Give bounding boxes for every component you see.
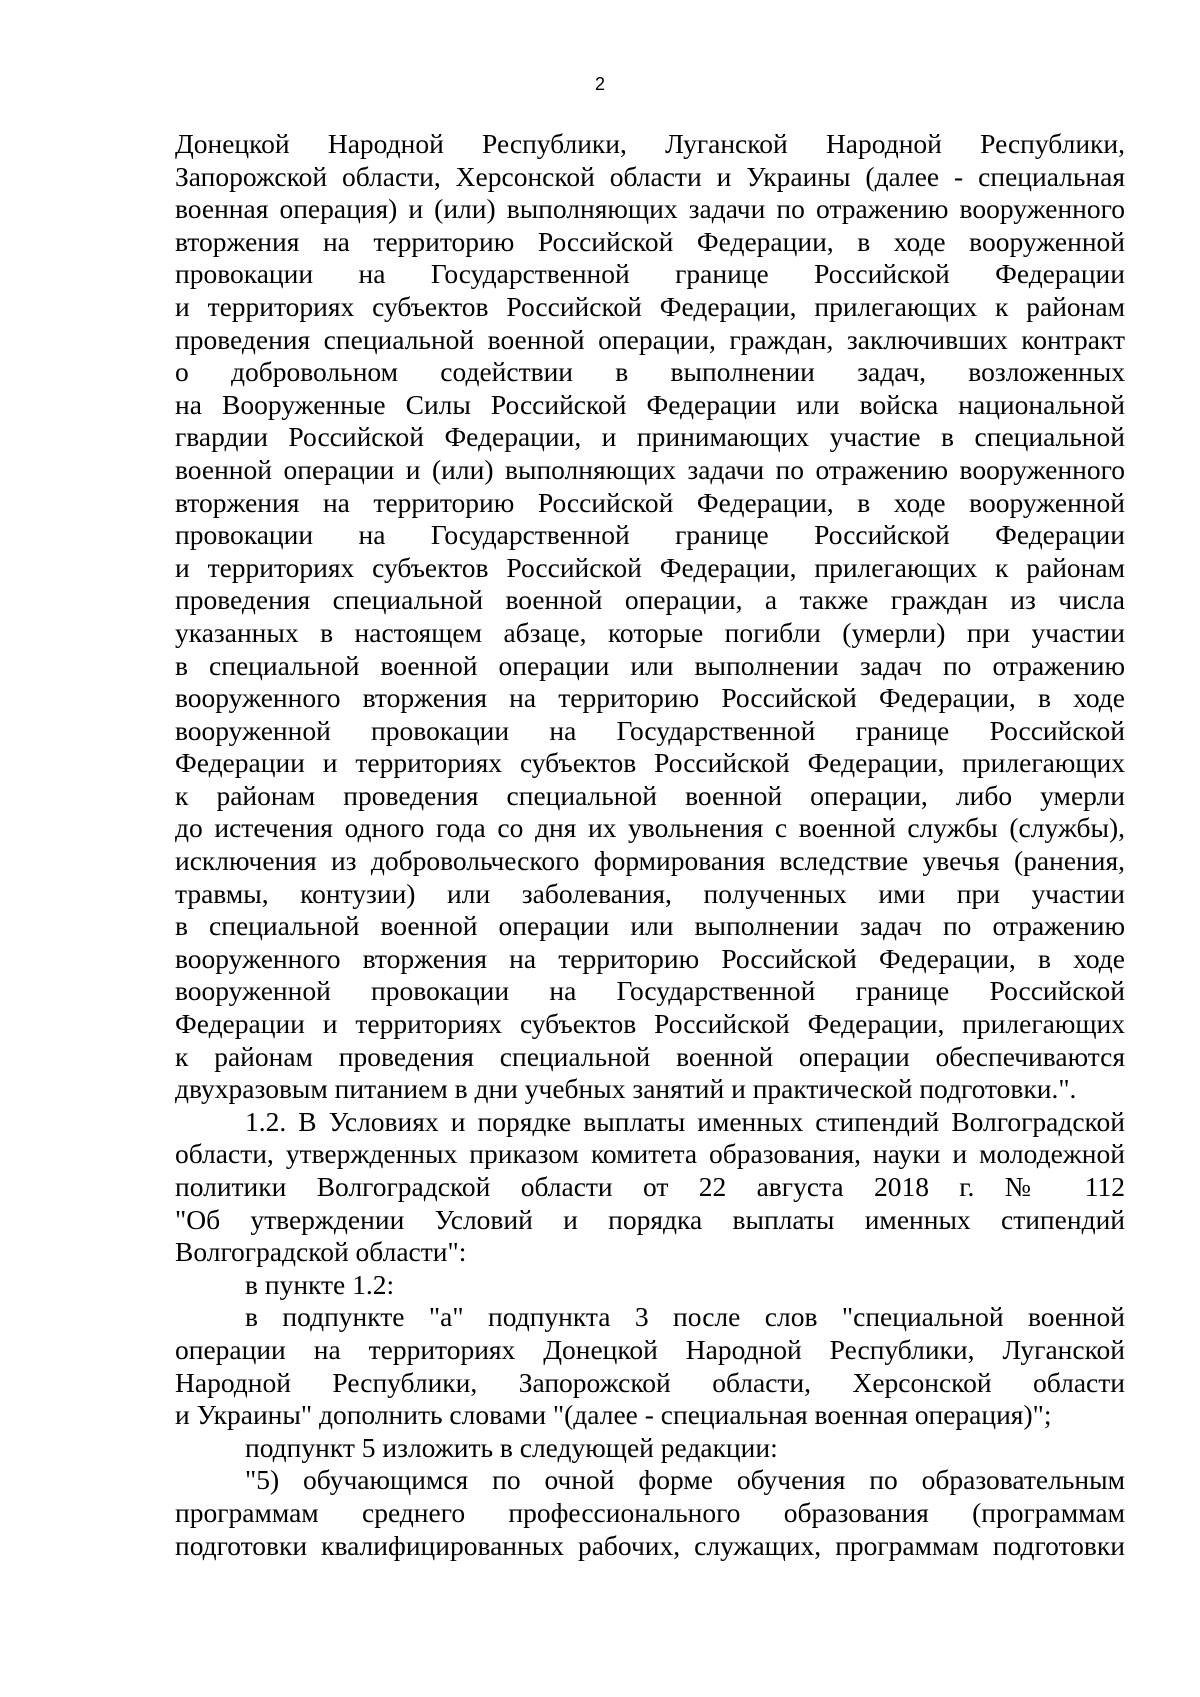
text-line: программам среднего профессионального образования (программам — [175, 1496, 1125, 1528]
text-line: провокации на Государственной границе Российской Федерации — [175, 519, 1125, 551]
text-line: военной операции и (или) выполняющих задачи по отражению вооруженного — [175, 453, 1125, 485]
text-line: в специальной военной операции или выполнении задач по отражению — [175, 910, 1125, 942]
page-number: 2 — [594, 74, 605, 94]
text-line: Федерации и территориях субъектов Российской Федерации, прилегающих — [175, 747, 1125, 779]
text-line: проведения специальной военной операции, а также граждан из числа — [175, 584, 1125, 616]
text-line: подготовки квалифицированных рабочих, служащих, программам подготовки — [175, 1529, 1125, 1561]
text-line: вторжения на территорию Российской Федерации, в ходе вооруженной — [175, 225, 1125, 257]
text-line: в подпункте "а" подпункта 3 после слов "специальной военной — [245, 1301, 1125, 1333]
text-line: области, утвержденных приказом комитета образования, науки и молодежной — [175, 1138, 1125, 1170]
text-line: 1.2. В Условиях и порядке выплаты именных стипендий Волгоградской — [245, 1105, 1125, 1137]
text-line: о добровольном содействии в выполнении задач, возложенных — [175, 356, 1125, 388]
text-line: "5) обучающимся по очной форме обучения по образовательным — [245, 1464, 1125, 1496]
text-line: и территориях субъектов Российской Федерации, прилегающих к районам — [175, 551, 1125, 583]
text-line: вооруженного вторжения на территорию Российской Федерации, в ходе — [175, 942, 1125, 974]
body-text — [175, 128, 1125, 1562]
text-line: подпункт 5 изложить в следующей редакции: — [245, 1431, 778, 1463]
text-line: Донецкой Народной Республики, Луганской Народной Республики, — [175, 128, 1125, 159]
text-line: операции на территориях Донецкой Народной Республики, Луганской — [175, 1333, 1125, 1365]
text-line: исключения из добровольческого формирования вследствие увечья (ранения, — [175, 845, 1125, 877]
text-line: Федерации и территориях субъектов Российской Федерации, прилегающих — [175, 1008, 1125, 1040]
text-line: указанных в настоящем абзаце, которые погибли (умерли) при участии — [175, 616, 1125, 648]
text-line: политики Волгоградской области от 22 августа 2018 г. № 112 — [175, 1171, 1125, 1202]
text-line: Запорожской области, Херсонской области и Украины (далее - специальная — [175, 160, 1125, 192]
text-line: в пункте 1.2: — [245, 1268, 395, 1300]
text-line: вооруженной провокации на Государственной границе Российской — [175, 975, 1125, 1007]
text-line: на Вооруженные Силы Российской Федерации или войска национальной — [175, 388, 1125, 420]
text-line: Народной Республики, Запорожской области, Херсонской области — [175, 1366, 1125, 1398]
text-line: в специальной военной операции или выполнении задач по отражению — [175, 649, 1125, 681]
text-line: и территориях субъектов Российской Федерации, прилегающих к районам — [175, 290, 1125, 322]
text-line: к районам проведения специальной военной операции обеспечиваются — [175, 1040, 1125, 1072]
text-line: проведения специальной военной операции, граждан, заключивших контракт — [175, 323, 1125, 355]
text-line: гвардии Российской Федерации, и принимающих участие в специальной — [175, 421, 1125, 453]
text-line: до истечения одного года со дня их увольнения с военной службы (службы), — [175, 812, 1125, 844]
text-line: травмы, контузии) или заболевания, полученных ими при участии — [175, 877, 1125, 909]
text-line: к районам проведения специальной военной операции, либо умерли — [175, 779, 1125, 811]
text-line: "Об утверждении Условий и порядка выплаты именных стипендий — [175, 1203, 1125, 1235]
text-line: вторжения на территорию Российской Федерации, в ходе вооруженной — [175, 486, 1125, 518]
text-line: вооруженной провокации на Государственной границе Российской — [175, 714, 1125, 746]
text-line: Волгоградской области": — [175, 1236, 467, 1268]
text-line: провокации на Государственной границе Российской Федерации — [175, 258, 1125, 290]
text-line: и Украины" дополнить словами "(далее - специальная военная операция)"; — [175, 1399, 1052, 1431]
text-line: двухразовым питанием в дни учебных занятий и практической подготовки.". — [175, 1073, 1077, 1105]
text-line: военная операция) и (или) выполняющих задачи по отражению вооруженного — [175, 193, 1125, 225]
text-line: вооруженного вторжения на территорию Российской Федерации, в ходе — [175, 682, 1125, 714]
